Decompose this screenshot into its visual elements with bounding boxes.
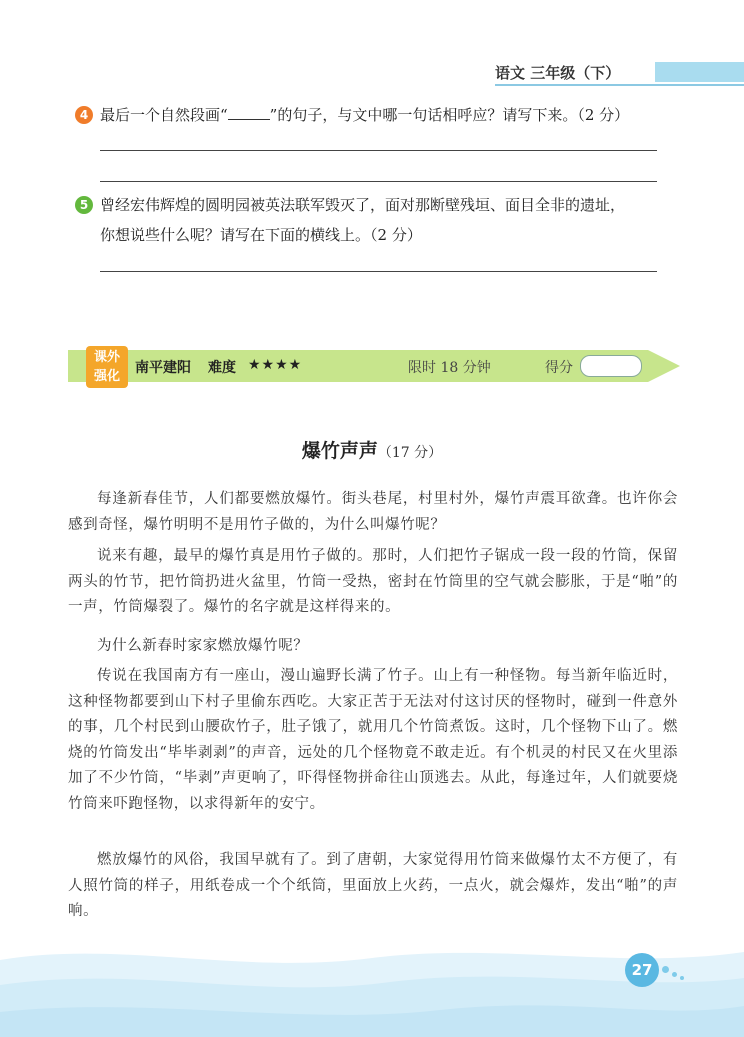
banner-source: 南平建阳 (135, 360, 191, 376)
badge-line-1: 课外 (93, 350, 120, 365)
article-paragraph-3: 为什么新春时家家燃放爆竹呢？ (97, 638, 309, 654)
question-5-line-2: 你想说些什么呢？请写在下面的横线上。（2 分） (100, 226, 422, 244)
header-grade: 三年级（下） (530, 64, 621, 82)
question-4-text (100, 99, 629, 131)
fill-blank (228, 105, 270, 120)
answer-line-q5[interactable] (100, 271, 657, 272)
question-4-number: 4 (75, 106, 93, 124)
article-paragraph-4: 传说在我国南方有一座山，漫山遍野长满了竹子。山上有一种怪物。每当新年临近时，这种怪物都要到山下村子里偷东西吃。大家正苦于无法对付这讨厌的怪物时，碰到一件意外的事，几个村民到山腰砍竹子，肚子饿了，就用几个竹筒煮饭。这时，几个怪物下山了。燃烧的竹筒发出“毕毕剥剥”的声音，远处的几个怪物竟不敢走近。有个机灵的村民又在火里添加了不少竹筒，“毕剥”声更响了，吓得怪物拼命往山顶逃去。从此，每逢过年，人们就要烧竹筒来吓跑怪物，以求得新年的安宁。 (68, 668, 678, 812)
article-score: （17 分） (377, 445, 443, 461)
answer-line-q4-1[interactable] (100, 150, 657, 151)
question-4-text-after: ”的句子，与文中哪一句话相呼应？请写下来。（2 分） (269, 106, 630, 124)
answer-line-q4-2[interactable] (100, 181, 657, 182)
banner-time-limit: 限时 18 分钟 (408, 360, 491, 376)
question-5-line-1: 曾经宏伟辉煌的圆明园被英法联军毁灭了，面对那断壁残垣、面目全非的遗址， (100, 196, 626, 214)
question-4-text-before: 最后一个自然段画“ (100, 106, 228, 124)
decor-dot-icon (680, 976, 684, 980)
header-accent-bar (655, 62, 744, 82)
banner-difficulty-label: 难度 (208, 360, 236, 376)
score-input[interactable] (580, 355, 642, 377)
page-number-badge: 27 (625, 953, 659, 987)
article-title-text: 爆竹声声 (301, 440, 378, 462)
banner-score-label: 得分 (545, 360, 573, 376)
decor-dot-icon (662, 966, 669, 973)
question-5-number: 5 (75, 196, 93, 214)
difficulty-stars-icon: ★★★★ (248, 357, 303, 373)
decor-dot-icon (672, 972, 677, 977)
article-paragraph-2: 说来有趣，最早的爆竹真是用竹子做的。那时，人们把竹子锯成一段一段的竹筒，保留两头的竹节，把竹筒扔进火盆里，竹筒一受热，密封在竹筒里的空气就会膨胀，于是“啪”的一声，竹筒爆裂了。爆竹的名字就是这样得来的。 (68, 548, 678, 616)
header-rule (495, 84, 744, 86)
header-subject: 语文 (495, 64, 526, 82)
badge-line-2: 强化 (93, 369, 120, 384)
article-title (0, 436, 744, 463)
extracurricular-badge (86, 346, 128, 388)
article-paragraph-5: 燃放爆竹的风俗，我国早就有了。到了唐朝，大家觉得用竹筒来做爆竹太不方便了，有人照竹筒的样子，用纸卷成一个个纸筒，里面放上火药，一点火，就会爆炸，发出“啪”的声响。 (68, 852, 678, 920)
banner-arrow-tip (648, 350, 680, 382)
article-paragraph-1: 每逢新春佳节，人们都要燃放爆竹。街头巷尾，村里村外，爆竹声震耳欲聋。也许你会感到奇怪，爆竹明明不是用竹子做的，为什么叫爆竹呢？ (68, 491, 678, 533)
header-subject-grade (495, 62, 620, 84)
